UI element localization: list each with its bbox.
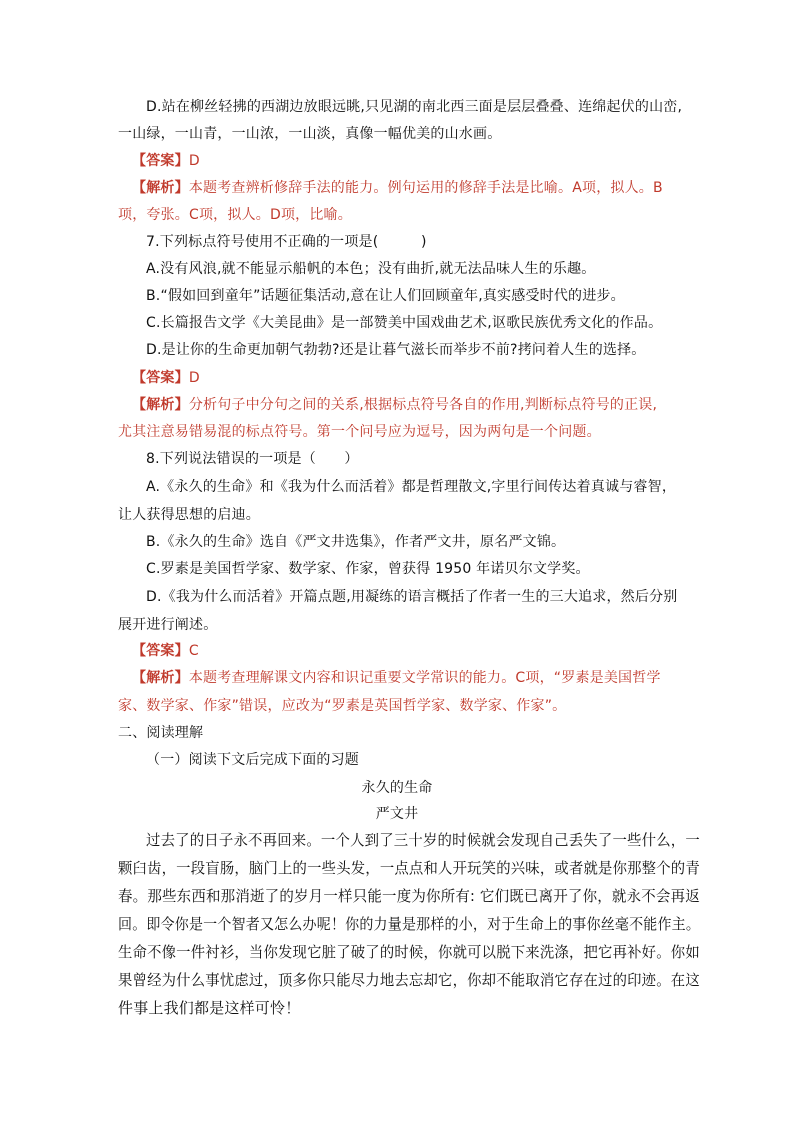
essay-title: 永久的生命 — [361, 780, 433, 796]
q8-option-c: C.罗素是美国哲学家、数学家、作家，曾获得 1950 年诺贝尔文学奖。 — [146, 561, 590, 577]
answer-label: 【答案】 — [132, 370, 189, 386]
analysis-text: 分析句子中分句之间的关系,根据标点符号各自的作用,判断标点符号的正误, — [188, 397, 658, 413]
essay-line: 颗臼齿，一段盲肠，脑门上的一些头发，一点点和人开玩笑的兴味，或者就是你那整个的青 — [118, 859, 700, 877]
analysis-label: 【解析】 — [132, 397, 189, 413]
q8-option-a-line1: A.《永久的生命》和《我为什么而活着》都是哲理散文,字里行间传达着真诚与睿智， — [146, 479, 677, 495]
essay-line: 过去了的日子永不再回来。一个人到了三十岁的时候就会发现自己丢失了一些什么，一 — [146, 831, 700, 849]
q7-option-a: A.没有风浪,就不能显示船帆的本色；没有曲折,就无法品味人生的乐趣。 — [146, 261, 596, 277]
q6-option-d-line1: D.站在柳丝轻拂的西湖边放眼远眺,只见湖的南北西三面是层层叠叠、连绵起伏的山峦, — [146, 99, 683, 115]
q8-option-b: B.《永久的生命》选自《严文井选集》，作者严文井，原名严文锦。 — [146, 534, 566, 550]
essay-line: 果曾经为什么事忧虑过，顶多你只能尽力地去忘却它，你却不能取消它存在过的印迹。在这 — [118, 971, 700, 989]
q8-answer — [132, 643, 199, 659]
answer-value: D — [188, 153, 200, 169]
essay-line: 件事上我们都是这样可怜！ — [118, 999, 301, 1017]
analysis-label: 【解析】 — [132, 670, 189, 686]
essay-line: 回。即令你是一个智者又怎么办呢！你的力量是那样的小，对于生命上的事你丝毫不能作主。 — [118, 915, 701, 933]
section-subtitle: （一）阅读下文后完成下面的习题 — [146, 752, 359, 768]
q8-option-d-line1: D.《我为什么而活着》开篇点题,用凝练的语言概括了作者一生的三大追求，然后分别 — [146, 589, 678, 605]
q8-stem: 8.下列说法错误的一项是（ ） — [146, 451, 359, 467]
answer-label: 【答案】 — [132, 153, 189, 169]
q8-analysis-line1 — [132, 670, 661, 686]
q7-analysis-line1 — [132, 397, 657, 413]
q8-option-d-line2: 展开进行阐述。 — [118, 617, 218, 633]
q7-option-d: D.是让你的生命更加朝气勃勃?还是让暮气滋长而举步不前?拷问着人生的选择。 — [146, 342, 646, 358]
q8-analysis-line2: 家、数学家、作家”错误，应改为“罗素是英国哲学家、数学家、作家”。 — [118, 698, 567, 714]
essay-author: 严文井 — [375, 806, 419, 822]
q6-option-d-line2: 一山绿，一山青，一山浓，一山淡，真像一幅优美的山水画。 — [118, 126, 502, 142]
answer-value: C — [188, 643, 199, 659]
q8-option-a-line2: 让人获得思想的启迪。 — [118, 507, 260, 523]
answer-value: D — [188, 370, 200, 386]
q6-answer — [132, 153, 200, 169]
analysis-label: 【解析】 — [132, 180, 189, 196]
q7-stem: 7.下列标点符号使用不正确的一项是( ) — [146, 234, 427, 250]
q7-option-c: C.长篇报告文学《大美昆曲》是一部赞美中国戏曲艺术,讴歌民族优秀文化的作品。 — [146, 315, 663, 331]
q7-answer — [132, 370, 200, 386]
essay-line: 春。那些东西和那消逝了的岁月一样只能一度为你所有: 它们既已离开了你，就永不会再返 — [118, 887, 700, 905]
section-title: 二、阅读理解 — [118, 725, 204, 741]
q6-analysis-line2: 项，夸张。C项，拟人。D项，比喻。 — [118, 207, 352, 223]
essay-line: 生命不像一件衬衫，当你发现它脏了破了的时候，你就可以脱下来洗涤，把它再补好。你如 — [118, 943, 700, 961]
analysis-text: 本题考查辨析修辞手法的能力。例句运用的修辞手法是比喻。A项，拟人。B — [188, 180, 663, 196]
q7-analysis-line2: 尤其注意易错易混的标点符号。第一个问号应为逗号，因为两句是一个问题。 — [118, 424, 601, 440]
analysis-text: 本题考查理解课文内容和识记重要文学常识的能力。C项，“罗素是美国哲学 — [188, 670, 661, 686]
q7-option-b: B.“假如回到童年”话题征集活动,意在让人们回顾童年,真实感受时代的进步。 — [146, 288, 625, 304]
answer-label: 【答案】 — [132, 643, 189, 659]
q6-analysis-line1 — [132, 180, 663, 196]
